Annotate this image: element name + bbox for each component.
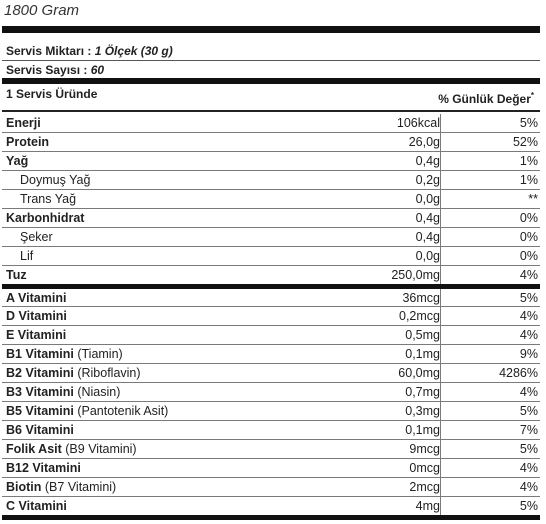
nutrient-amount: 250,0mg: [391, 267, 440, 282]
column-divider: [440, 383, 441, 401]
daily-value-label: % Günlük Değer: [438, 92, 531, 106]
serving-size: [6, 44, 173, 58]
nutrient-label: B3 Vitamini: [6, 385, 74, 400]
nutrient-name: [6, 461, 81, 475]
nutrient-daily-value: 5%: [519, 442, 538, 456]
nutrient-label: E Vitamini: [6, 328, 67, 343]
header-bottom-line: [2, 110, 540, 112]
serving-size-label: Servis Miktarı :: [6, 44, 92, 58]
nutrient-daily-value: 1%: [519, 172, 538, 187]
nutrient-label: Yağ: [6, 153, 29, 168]
nutrient-name: [6, 385, 120, 399]
nutrient-label: B12 Vitamini: [6, 460, 81, 475]
column-divider: [440, 364, 441, 382]
nutrient-daily-value: **: [528, 191, 538, 206]
nutrient-label: Doymuş Yağ: [20, 172, 91, 187]
serving-count-label: Servis Sayısı :: [6, 63, 88, 77]
serving-size-value: 1 Ölçek (30 g): [94, 44, 173, 58]
nutrient-amount: 0,4g: [415, 229, 440, 244]
table-row: [2, 459, 540, 478]
nutrient-name: [6, 268, 27, 282]
nutrient-name: [20, 249, 33, 263]
nutrient-amount: 0,7mg: [405, 385, 440, 400]
column-divider: [440, 402, 441, 420]
nutrient-amount: 36mcg: [402, 290, 440, 305]
nutrient-note: (Riboflavin): [73, 366, 141, 381]
nutrient-daily-value: 4286%: [499, 366, 538, 381]
nutrient-label: Folik Asit: [6, 442, 62, 456]
nutrient-daily-value: 1%: [519, 153, 538, 168]
meta-divider: [2, 60, 540, 61]
product-title: 1800 Gram: [4, 2, 80, 19]
nutrient-amount: 0,2g: [415, 172, 440, 187]
nutrient-note: (B9 Vitamini): [61, 442, 137, 456]
nutrient-label: Tuz: [6, 267, 27, 282]
nutrient-name: [6, 404, 168, 418]
nutrient-name: [6, 366, 141, 380]
nutrient-daily-value: 0%: [519, 229, 538, 244]
table-row: [2, 228, 540, 247]
nutrient-label: C Vitamini: [6, 498, 67, 513]
column-divider: [440, 171, 441, 189]
nutrient-amount: 0,0g: [415, 248, 440, 263]
nutrient-name: [6, 309, 67, 323]
column-divider: [440, 247, 441, 265]
nutrient-label: B6 Vitamini: [6, 423, 74, 438]
nutrient-daily-value: 5%: [519, 498, 538, 513]
nutrient-label: Karbonhidrat: [6, 210, 85, 225]
nutrient-amount: 9mcg: [409, 442, 440, 456]
table-row: [2, 114, 540, 133]
nutrient-daily-value: 9%: [519, 347, 538, 362]
per-serving-header: 1 Servis Üründe: [6, 87, 98, 101]
nutrient-name: [20, 230, 53, 244]
nutrient-name: [6, 499, 67, 513]
nutrient-label: B2 Vitamini: [6, 366, 74, 381]
table-row: [2, 289, 540, 308]
column-divider: [440, 478, 441, 496]
nutrient-daily-value: 4%: [519, 385, 538, 400]
nutrient-amount: 0mcg: [409, 460, 440, 475]
column-divider: [440, 326, 441, 344]
nutrient-daily-value: 4%: [519, 328, 538, 343]
nutrient-daily-value: 5%: [519, 404, 538, 419]
nutrient-label: Trans Yağ: [20, 191, 77, 206]
column-divider: [440, 289, 441, 307]
nutrient-daily-value: 5%: [519, 290, 538, 305]
nutrient-name: [6, 328, 66, 342]
column-divider: [440, 190, 441, 208]
nutrient-label: A Vitamini: [6, 290, 67, 305]
table-row: [2, 133, 540, 152]
nutrient-daily-value: 0%: [519, 248, 538, 263]
column-divider: [440, 307, 441, 325]
nutrient-name: [6, 154, 28, 168]
table-row: [2, 190, 540, 209]
table-row: [2, 266, 540, 289]
column-divider: [440, 209, 441, 227]
nutrient-amount: 60,0mg: [398, 366, 440, 381]
table-row: [2, 326, 540, 345]
daily-value-mark: *: [530, 91, 534, 100]
nutrient-daily-value: 7%: [519, 423, 538, 438]
table-row: [2, 497, 540, 520]
nutrient-name: [20, 192, 76, 206]
nutrient-label: Lif: [20, 248, 34, 263]
nutrient-name: [6, 423, 74, 437]
nutrient-amount: 2mcg: [409, 479, 440, 494]
nutrient-label: Biotin: [6, 479, 42, 494]
table-row: [2, 152, 540, 171]
nutrition-table: [2, 114, 540, 520]
nutrient-amount: 0,2mcg: [399, 309, 440, 324]
column-divider: [440, 152, 441, 170]
nutrient-amount: 106kcal: [396, 116, 440, 130]
nutrient-amount: 4mg: [415, 498, 440, 513]
nutrient-name: [6, 347, 123, 361]
nutrient-label: D Vitamini: [6, 309, 67, 324]
nutrient-amount: 0,1mg: [405, 347, 440, 362]
nutrient-amount: 0,1mg: [405, 423, 440, 438]
nutrient-name: [6, 116, 41, 130]
column-divider: [440, 440, 441, 458]
nutrient-name: [6, 442, 137, 456]
column-divider: [440, 459, 441, 477]
column-divider: [440, 497, 441, 515]
serving-count: [6, 63, 104, 77]
header-divider: [2, 78, 540, 84]
table-row: [2, 171, 540, 190]
column-divider: [440, 266, 441, 284]
nutrient-daily-value: 0%: [519, 210, 538, 225]
nutrient-daily-value: 5%: [519, 116, 538, 130]
nutrient-label: B5 Vitamini: [6, 404, 74, 419]
nutrient-name: [6, 211, 84, 225]
nutrient-daily-value: 4%: [519, 267, 538, 282]
nutrient-note: (Pantotenik Asit): [73, 404, 169, 419]
nutrient-amount: 0,4g: [415, 210, 440, 225]
nutrient-amount: 0,4g: [415, 153, 440, 168]
table-row: [2, 383, 540, 402]
nutrient-note: (Niasin): [73, 385, 121, 400]
nutrient-name: [20, 173, 90, 187]
table-row: [2, 307, 540, 326]
nutrient-name: [6, 135, 49, 149]
nutrient-daily-value: 52%: [512, 134, 538, 149]
table-row: [2, 402, 540, 421]
nutrient-note: (Tiamin): [73, 347, 123, 362]
column-divider: [440, 114, 441, 132]
nutrient-label: Protein: [6, 134, 50, 149]
column-divider: [440, 421, 441, 439]
serving-count-value: 60: [90, 63, 105, 77]
column-divider: [440, 228, 441, 246]
nutrient-note: (B7 Vitamini): [41, 479, 117, 494]
nutrient-amount: 0,0g: [415, 191, 440, 206]
table-row: [2, 364, 540, 383]
nutrient-name: [6, 291, 66, 305]
table-row: [2, 421, 540, 440]
table-row: [2, 345, 540, 364]
nutrient-daily-value: 4%: [519, 479, 538, 494]
nutrient-name: [6, 480, 116, 494]
nutrient-label: B1 Vitamini: [6, 347, 74, 362]
nutrient-amount: 26,0g: [408, 134, 440, 149]
nutrient-label: Şeker: [20, 229, 53, 244]
nutrient-daily-value: 4%: [519, 460, 538, 475]
nutrient-amount: 0,3mg: [405, 404, 440, 419]
table-row: [2, 440, 540, 459]
table-row: [2, 209, 540, 228]
column-divider: [440, 345, 441, 363]
top-divider: [2, 26, 540, 33]
nutrient-daily-value: 4%: [519, 309, 538, 324]
daily-value-header: [438, 91, 534, 106]
table-row: [2, 247, 540, 266]
column-divider: [440, 133, 441, 151]
nutrient-amount: 0,5mg: [405, 328, 440, 343]
table-row: [2, 478, 540, 497]
nutrient-label: Enerji: [6, 116, 41, 130]
